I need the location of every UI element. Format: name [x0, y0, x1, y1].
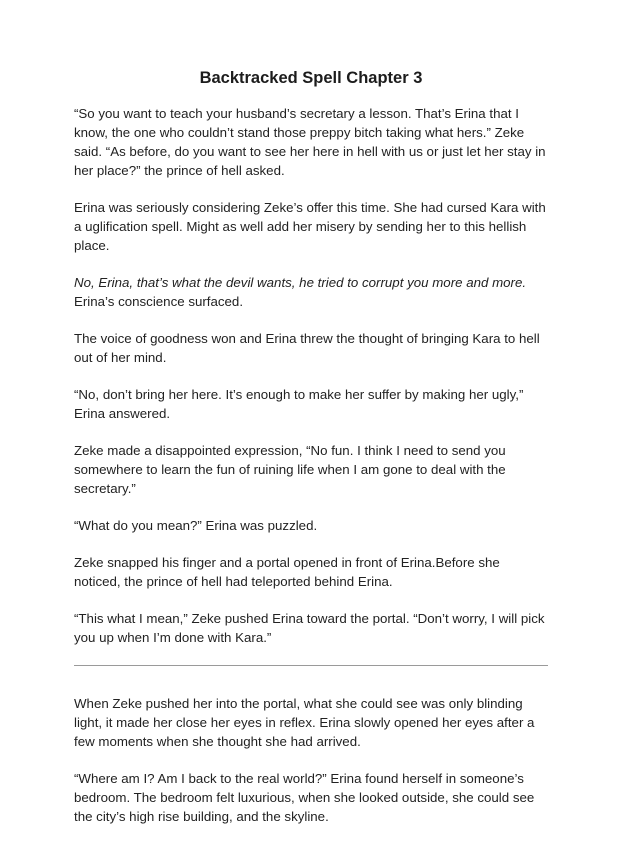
paragraph-text: Erina’s conscience surfaced.: [74, 294, 244, 309]
paragraph: “This what I mean,” Zeke pushed Erina toward the portal. “Don’t worry, I will pick you up when I’m done with Kara.”: [74, 611, 545, 645]
paragraph: The voice of goodness won and Erina threw the thought of bringing Kara to hell out of her mind.: [74, 331, 540, 365]
paragraph: Zeke snapped his finger and a portal opened in front of Erina.Before she noticed, the prince of hell had teleported behind Erina.: [74, 555, 500, 589]
paragraph: “No, don’t bring her here. It’s enough to make her suffer by making her ugly,” Erina answered.: [74, 387, 524, 421]
paragraph: Erina was seriously considering Zeke’s offer this time. She had cursed Kara with a uglification spell. Might as well add her misery by sending her to this hellish place.: [74, 200, 546, 253]
paragraph: “What do you mean?” Erina was puzzled.: [74, 518, 318, 533]
section-divider: [74, 665, 548, 666]
paragraph: When Zeke pushed her into the portal, what she could see was only blinding light, it made her close her eyes in reflex. Erina slowly opened her eyes after a few moments when she thought she had arrived.: [74, 696, 535, 749]
paragraph: “Where am I? Am I back to the real world?” Erina found herself in someone’s bedroom. The bedroom felt luxurious, when she looked outside, she could see the city’s high rise building, and the skyline.: [74, 771, 535, 824]
paragraph: [74, 273, 548, 311]
paragraph: Zeke made a disappointed expression, “No fun. I think I need to send you somewhere to learn the fun of ruining life when I am gone to deal with the secretary.”: [74, 443, 506, 496]
paragraph-italic-thought: No, Erina, that’s what the devil wants, he tried to corrupt you more and more.: [74, 275, 527, 290]
paragraph: “So you want to teach your husband’s secretary a lesson. That’s Erina that I know, the one who couldn’t stand those preppy bitch taking what hers.” Zeke said. “As before, do you want to see her here in hell with us or just let her stay in her place?” the prince of hell asked.: [74, 106, 546, 178]
chapter-body: [74, 104, 548, 844]
chapter-title: Backtracked Spell Chapter 3: [199, 69, 423, 87]
